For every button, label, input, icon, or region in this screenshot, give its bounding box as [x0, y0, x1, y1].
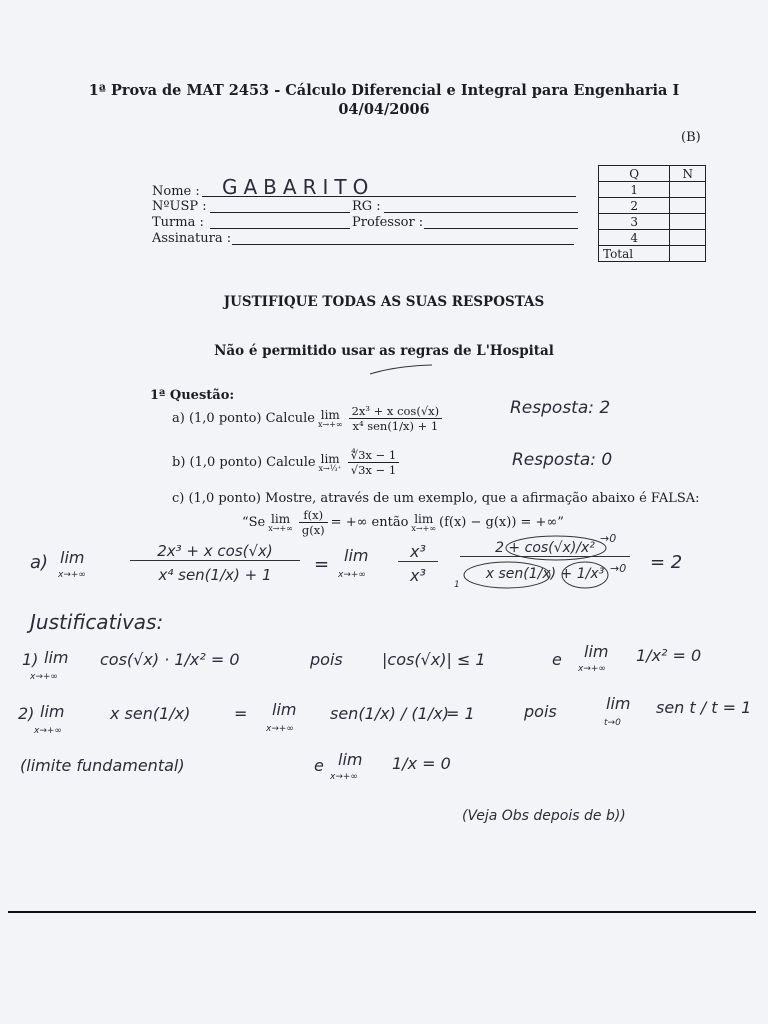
instruction-justify: JUSTIFIQUE TODAS AS SUAS RESPOSTAS [223, 294, 545, 310]
j2-sub-t: t→0 [604, 718, 621, 728]
j1-expression: cos(√x) · 1/x² = 0 [100, 650, 240, 669]
score-header-n: N [670, 166, 706, 182]
handwritten-note: (Veja Obs depois de b)) [462, 808, 626, 824]
score-row-label: 2 [599, 198, 670, 214]
j1-lim: lim [44, 648, 69, 667]
j3-e: e [314, 756, 324, 775]
j2-lim-3: lim [606, 694, 631, 713]
j1-sub: x→+∞ [30, 672, 58, 682]
limit-sub: x→+∞ [411, 523, 437, 533]
sol-lim: lim [60, 548, 85, 567]
question-c-text: c) (1,0 ponto) Mostre, através de um exemplo, que a afirmação abaixo é FALSA: [172, 491, 700, 506]
sol-result: = 2 [650, 552, 683, 573]
question-b-fraction [348, 448, 399, 477]
fraction-denominator: x⁴ sen(1/x) + 1 [352, 419, 439, 433]
j2-one: = 1 [446, 704, 475, 723]
sol-one: 1 [454, 580, 460, 590]
question-c-limit [268, 513, 293, 533]
question-c-limit2 [411, 513, 436, 533]
sol-x3-bottom: x³ [410, 566, 426, 585]
j1-sub-2: x→+∞ [578, 664, 606, 674]
answer-a: Resposta: 2 [510, 398, 611, 418]
limit-word: lim [320, 407, 340, 422]
exam-date: 04/04/2006 [338, 101, 430, 118]
sol-a-label: a) [30, 552, 49, 573]
handwritten-solution-a [0, 532, 768, 600]
j2-pois: pois [524, 702, 557, 721]
j2-number: 2) [18, 704, 35, 723]
assinatura-line[interactable] [232, 244, 574, 245]
score-cell[interactable] [670, 198, 706, 214]
fraction-numerator: 2x³ + x cos(√x) [349, 404, 443, 419]
j2-fraction: sen(1/x) / (1/x) [330, 704, 449, 723]
sol-inner-denominator: x sen(1/x) + 1/x³ [485, 566, 605, 582]
j2-equals: = [234, 704, 248, 723]
sol-sub-2: x→+∞ [338, 570, 366, 580]
score-row-label: 1 [599, 182, 670, 198]
sol-sub: x→+∞ [58, 570, 86, 580]
j2-sub: x→+∞ [34, 726, 62, 736]
sol-eq: = [314, 554, 330, 575]
sol-arrow-zero-2: →0 [610, 562, 627, 575]
circle-mark-2 [462, 560, 552, 590]
score-cell[interactable] [670, 182, 706, 198]
professor-line[interactable] [424, 228, 578, 229]
question-b [172, 448, 402, 477]
score-cell[interactable] [670, 214, 706, 230]
limit-sub: x→+∞ [317, 419, 343, 429]
fraction-denominator: √3x − 1 [350, 463, 397, 477]
pen-stroke [366, 362, 436, 378]
score-header-q: Q [599, 166, 670, 182]
limit-word: lim [320, 451, 340, 466]
professor-label: Professor : [352, 215, 424, 230]
question-c-fraction [299, 508, 328, 537]
justificativas-heading: Justificativas: [30, 610, 164, 634]
sol-arrow-zero-1: →0 [600, 532, 617, 545]
question-a [172, 404, 445, 433]
j2-lim: lim [40, 702, 65, 721]
j1-pois: pois [310, 650, 343, 669]
rg-line[interactable] [384, 212, 578, 213]
justification-1 [0, 640, 768, 690]
question-b-text: b) (1,0 ponto) Calcule [172, 455, 316, 470]
score-row-label: 4 [599, 230, 670, 246]
rg-label: RG : [352, 199, 381, 214]
score-cell[interactable] [670, 246, 706, 262]
score-cell[interactable] [670, 230, 706, 246]
justification-2 [0, 690, 768, 746]
nusp-label: NºUSP : [152, 199, 207, 214]
j1-lim-2: lim [584, 642, 609, 661]
limit-sub: x→⅓⁺ [318, 463, 342, 473]
j2-expression: x sen(1/x) [110, 704, 191, 723]
score-row-label: 3 [599, 214, 670, 230]
turma-label: Turma : [152, 215, 204, 230]
j3-lim: lim [338, 750, 363, 769]
j3-sub: x→+∞ [330, 772, 358, 782]
j1-e: e [552, 650, 562, 669]
justification-3 [0, 748, 768, 788]
nusp-line[interactable] [210, 212, 350, 213]
instruction-no-lhospital: Não é permitido usar as regras de L'Hospital [214, 343, 554, 359]
j3-text: (limite fundamental) [20, 756, 185, 775]
sol-denominator: x⁴ sen(1/x) + 1 [158, 566, 272, 584]
question-a-limit [318, 409, 343, 429]
bottom-rule [8, 911, 756, 913]
j2-lim-2: lim [272, 700, 297, 719]
fraction-numerator: f(x) [299, 508, 328, 523]
fraction-denominator: g(x) [301, 523, 325, 537]
nome-value: GABARITO [222, 175, 375, 199]
j2-fundamental: sen t / t = 1 [656, 698, 752, 717]
score-row-label: Total [599, 246, 670, 262]
j1-limit-result: 1/x² = 0 [636, 646, 702, 665]
turma-line[interactable] [210, 228, 350, 229]
nome-label: Nome : [152, 184, 200, 199]
question-c-statement [242, 508, 564, 537]
sol-inner-numerator: 2 + cos(√x)/x² [460, 540, 630, 557]
circle-mark-1 [504, 534, 608, 562]
limit-word: lim [271, 511, 291, 526]
question-a-text: a) (1,0 ponto) Calcule [172, 411, 315, 426]
exam-title: 1ª Prova de MAT 2453 - Cálculo Diferencial e Integral para Engenharia I [88, 82, 680, 99]
c-middle: = +∞ então [330, 515, 409, 530]
question-b-limit [319, 453, 342, 473]
fraction-numerator: ∜3x − 1 [348, 448, 399, 463]
circle-mark-3 [560, 560, 610, 590]
limit-sub: x→+∞ [268, 523, 293, 533]
c-end: (f(x) − g(x)) = +∞” [439, 515, 564, 530]
answer-b: Resposta: 0 [512, 450, 613, 470]
j1-number: 1) [22, 650, 39, 669]
j1-abs: |cos(√x)| ≤ 1 [382, 650, 486, 669]
question-a-fraction [349, 404, 443, 433]
c-se: “Se [242, 515, 266, 530]
question-heading: 1ª Questão: [150, 388, 235, 403]
sol-numerator: 2x³ + x cos(√x) [130, 542, 300, 561]
assinatura-label: Assinatura : [152, 231, 232, 246]
exam-version: (B) [681, 130, 701, 145]
j2-sub-2: x→+∞ [266, 724, 294, 734]
limit-word: lim [414, 511, 434, 526]
sol-lim-2: lim [344, 546, 369, 565]
sol-x3-top: x³ [398, 542, 438, 562]
j3-expression: 1/x = 0 [392, 754, 451, 773]
score-table [598, 165, 706, 262]
